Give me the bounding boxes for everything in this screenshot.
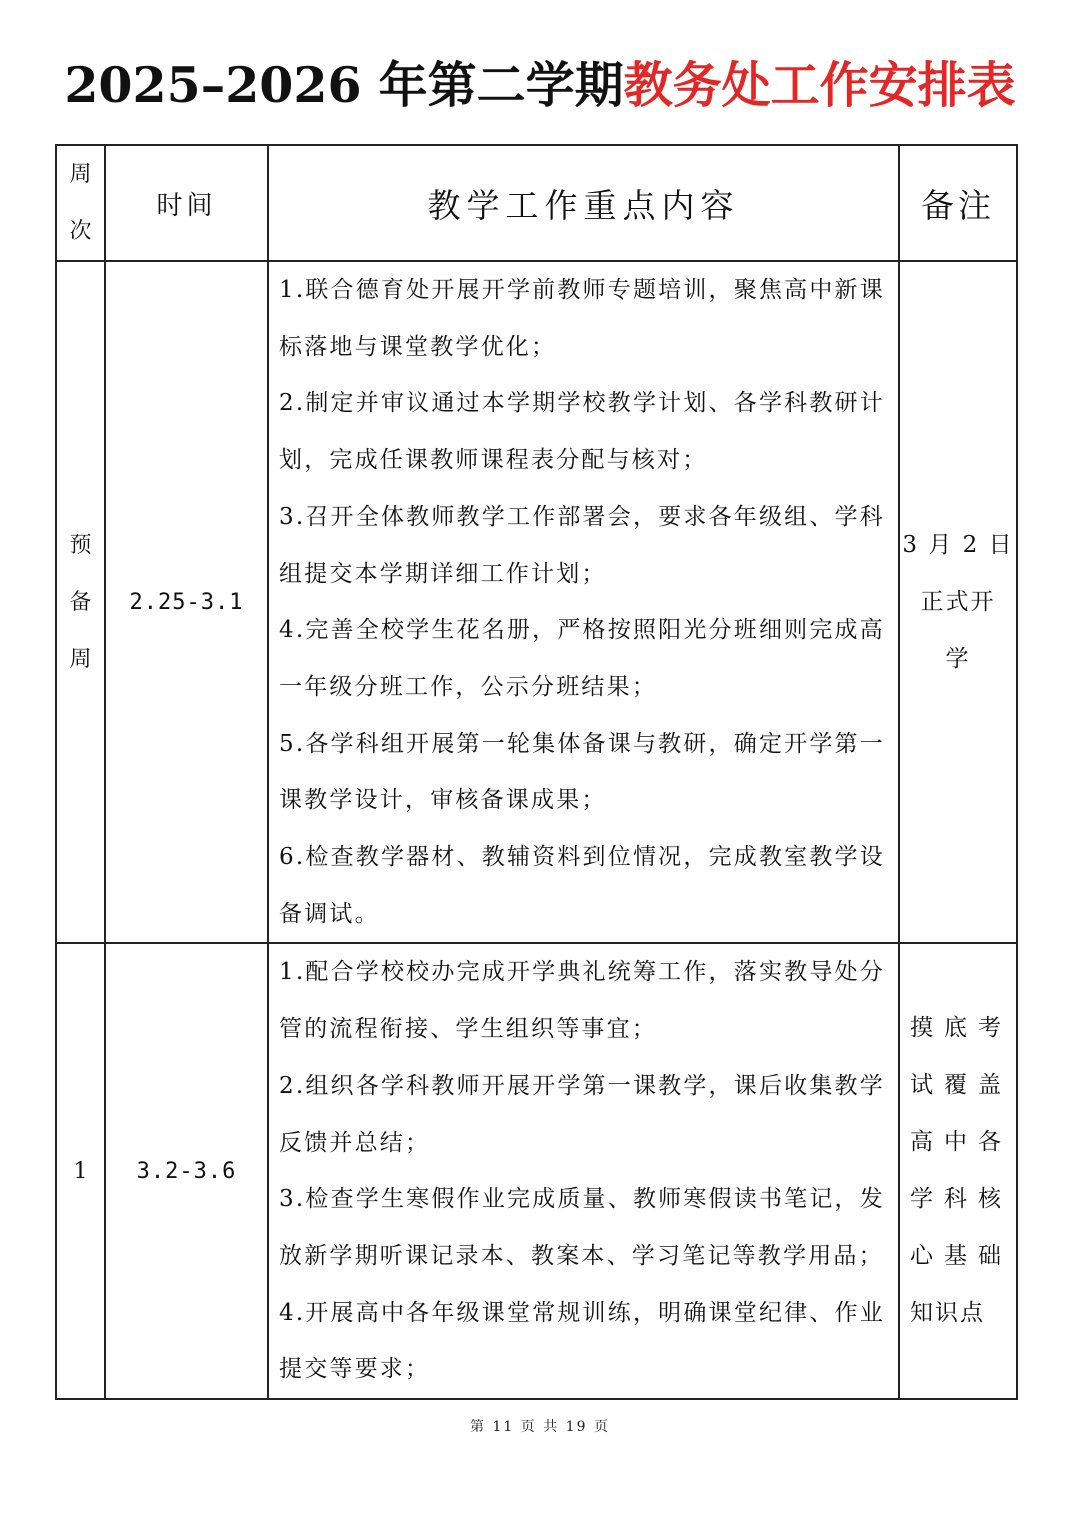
- header-time: 时间: [105, 145, 268, 261]
- content-line: 3.召开全体教师教学工作部署会，要求各年级组、学科: [279, 503, 885, 530]
- content-line: 提交等要求；: [279, 1356, 431, 1383]
- header-week-line2: 次: [69, 219, 92, 244]
- content-line: 放新学期听课记录本、教案本、学习笔记等教学用品；: [279, 1242, 884, 1269]
- row-note: [899, 943, 1017, 1399]
- content-line: 4.完善全校学生花名册，严格按照阳光分班细则完成高: [279, 617, 885, 644]
- row-week-char: 备: [69, 589, 92, 615]
- content-line: 反馈并总结；: [279, 1129, 431, 1156]
- row-time: 3.2-3.6: [105, 943, 268, 1399]
- note-line: 心基础: [910, 1243, 1012, 1270]
- row-week-char: 预: [69, 532, 92, 558]
- page-footer: [0, 1416, 1080, 1436]
- footer-page-current: 11: [492, 1419, 515, 1435]
- note-line: 知识点: [910, 1300, 985, 1327]
- row-time: 2.25-3.1: [105, 261, 268, 943]
- table-row: [56, 261, 1017, 943]
- content-line: 标落地与课堂教学优化；: [279, 333, 557, 360]
- note-line: 学科核: [910, 1186, 1012, 1213]
- row-week: [56, 943, 105, 1399]
- note-line: 摸底考: [910, 1015, 1012, 1042]
- content-line: 3.检查学生寒假作业完成质量、教师寒假读书笔记，发: [279, 1186, 885, 1213]
- row-content: [268, 943, 899, 1399]
- header-week-line1: 周: [69, 162, 92, 187]
- note-line: 学: [945, 645, 971, 672]
- row-week: [56, 261, 105, 943]
- row-week-char: 周: [69, 646, 92, 672]
- content-line: 5.各学科组开展第一轮集体备课与教研，确定开学第一: [279, 730, 885, 757]
- content-line: 划，完成任课教师课程表分配与核对；: [279, 447, 708, 474]
- page-title: [0, 50, 1080, 120]
- table-header-row: [56, 145, 1017, 261]
- header-content: 教学工作重点内容: [268, 145, 899, 261]
- content-line: 1.联合德育处开展开学前教师专题培训，聚焦高中新课: [279, 277, 885, 303]
- content-line: 4.开展高中各年级课堂常规训练，明确课堂纪律、作业: [279, 1299, 885, 1326]
- header-note: 备注: [899, 145, 1017, 261]
- content-line: 6.检查教学器材、教辅资料到位情况，完成教室教学设: [279, 844, 885, 871]
- note-line: 3 月 2 日: [902, 531, 1014, 558]
- table-row: [56, 943, 1017, 1399]
- content-line: 备调试。: [279, 900, 380, 927]
- row-note: [899, 261, 1017, 943]
- row-week-char: 1: [73, 1158, 88, 1184]
- schedule-table: [55, 144, 1018, 1400]
- content-line: 一年级分班工作，公示分班结果；: [279, 673, 657, 700]
- title-red-part: 教务处工作安排表: [623, 56, 1016, 114]
- row-content: [268, 261, 899, 943]
- title-black-part: 2025–2026 年第二学期: [64, 56, 624, 114]
- content-line: 管的流程衔接、学生组织等事宜；: [279, 1016, 657, 1043]
- content-line: 课教学设计，审核备课成果；: [279, 787, 607, 814]
- footer-page-total: 19: [565, 1419, 588, 1435]
- header-week: [56, 145, 105, 261]
- note-line: 试覆盖: [910, 1072, 1012, 1099]
- content-line: 组提交本学期详细工作计划；: [279, 560, 607, 587]
- note-line: 高中各: [910, 1129, 1012, 1156]
- content-line: 1.配合学校校办完成开学典礼统筹工作，落实教导处分: [279, 959, 885, 986]
- note-line: 正式开: [920, 588, 996, 615]
- content-line: 2.组织各学科教师开展开学第一课教学，课后收集教学: [279, 1072, 885, 1099]
- footer-label-post: 页: [593, 1419, 610, 1435]
- footer-label-mid: 页 共: [520, 1419, 560, 1435]
- content-line: 2.制定并审议通过本学期学校教学计划、各学科教研计: [279, 390, 885, 417]
- footer-label-pre: 第: [470, 1419, 487, 1435]
